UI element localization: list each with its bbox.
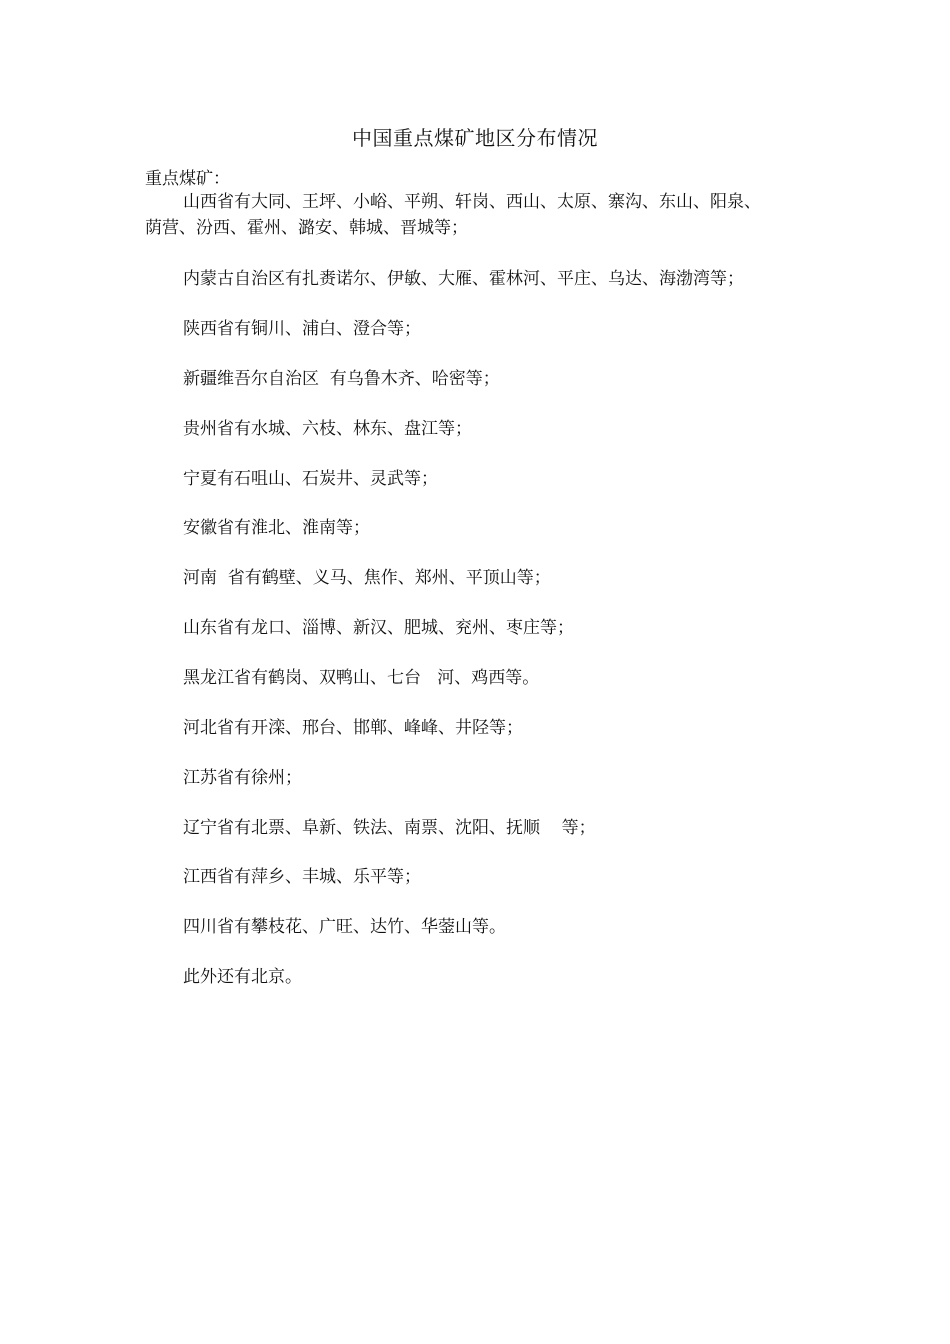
document-title: 中国重点煤矿地区分布情况 xyxy=(352,126,598,150)
paragraph-shanxi xyxy=(145,189,820,241)
paragraph-ningxia: 宁夏有石咀山、石炭井、灵武等； xyxy=(183,469,438,489)
paragraph-guizhou: 贵州省有水城、六枝、林东、盘江等； xyxy=(183,419,472,439)
paragraph-beijing: 此外还有北京。 xyxy=(183,967,302,987)
paragraph-jiangsu: 江苏省有徐州； xyxy=(183,768,302,788)
paragraph-heilongjiang: 黑龙江省有鹤岗、双鸭山、七台 河、鸡西等。 xyxy=(183,668,540,688)
paragraph-hebei: 河北省有开滦、邢台、邯郸、峰峰、井陉等； xyxy=(183,718,523,738)
paragraph-line: 山西省有大同、王坪、小峪、平朔、轩岗、西山、太原、寨沟、东山、阳泉、 xyxy=(183,192,761,212)
paragraph-shandong: 山东省有龙口、淄博、新汉、肥城、兖州、枣庄等； xyxy=(183,618,574,638)
paragraph-inner-mongolia: 内蒙古自治区有扎赉诺尔、伊敏、大雁、霍林河、平庄、乌达、海渤湾等； xyxy=(183,269,744,289)
paragraph-henan: 河南 省有鹤壁、义马、焦作、郑州、平顶山等； xyxy=(183,568,551,588)
paragraph-anhui: 安徽省有淮北、淮南等； xyxy=(183,518,370,538)
paragraph-liaoning: 辽宁省有北票、阜新、铁法、南票、沈阳、抚顺 等； xyxy=(183,818,596,838)
intro-heading: 重点煤矿： xyxy=(145,169,230,189)
paragraph-jiangxi: 江西省有萍乡、丰城、乐平等； xyxy=(183,867,421,887)
paragraph-sichuan: 四川省有攀枝花、广旺、达竹、华蓥山等。 xyxy=(183,917,506,937)
paragraph-xinjiang: 新疆维吾尔自治区 有乌鲁木齐、哈密等； xyxy=(183,369,500,389)
paragraph-line: 荫营、汾西、霍州、潞安、韩城、晋城等； xyxy=(145,218,468,238)
paragraph-shaanxi: 陕西省有铜川、浦白、澄合等； xyxy=(183,319,421,339)
